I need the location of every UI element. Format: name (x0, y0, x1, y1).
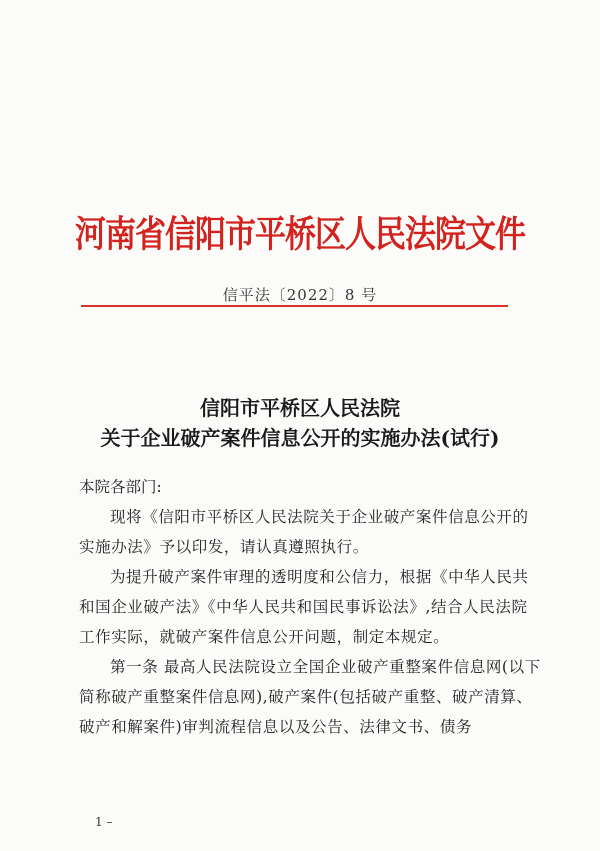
document-number: 信平法〔2022〕8 号 (222, 286, 378, 304)
salutation: 本院各部门: (79, 478, 162, 496)
body-paragraph: 现将《信阳市平桥区人民法院关于企业破产案件信息公开的实施办法》予以印发，请认真遵照执行。 (79, 508, 529, 556)
title-line-2: 关于企业破产案件信息公开的实施办法(试行) (100, 426, 500, 450)
body-paragraph: 第一条 最高人民法院设立全国企业破产重整案件信息网(以下简称破产重整案件信息网),破产案件(包括破产重整、破产清算、破产和解案件)审判流程信息以及公告、法律文书、债务 (79, 658, 541, 736)
issuer-header: 河南省信阳市平桥区人民法院文件 (75, 213, 525, 256)
page-number: 1 – (95, 815, 113, 829)
title-line-1: 信阳市平桥区人民法院 (200, 396, 400, 420)
body-paragraph: 为提升破产案件审理的透明度和公信力，根据《中华人民共和国企业破产法》《中华人民共和国民事诉讼法》,结合人民法院 工作实际，就破产案件信息公开问题，制定本规定。 (79, 568, 529, 646)
red-divider-line (81, 305, 508, 307)
document-body (79, 472, 541, 742)
